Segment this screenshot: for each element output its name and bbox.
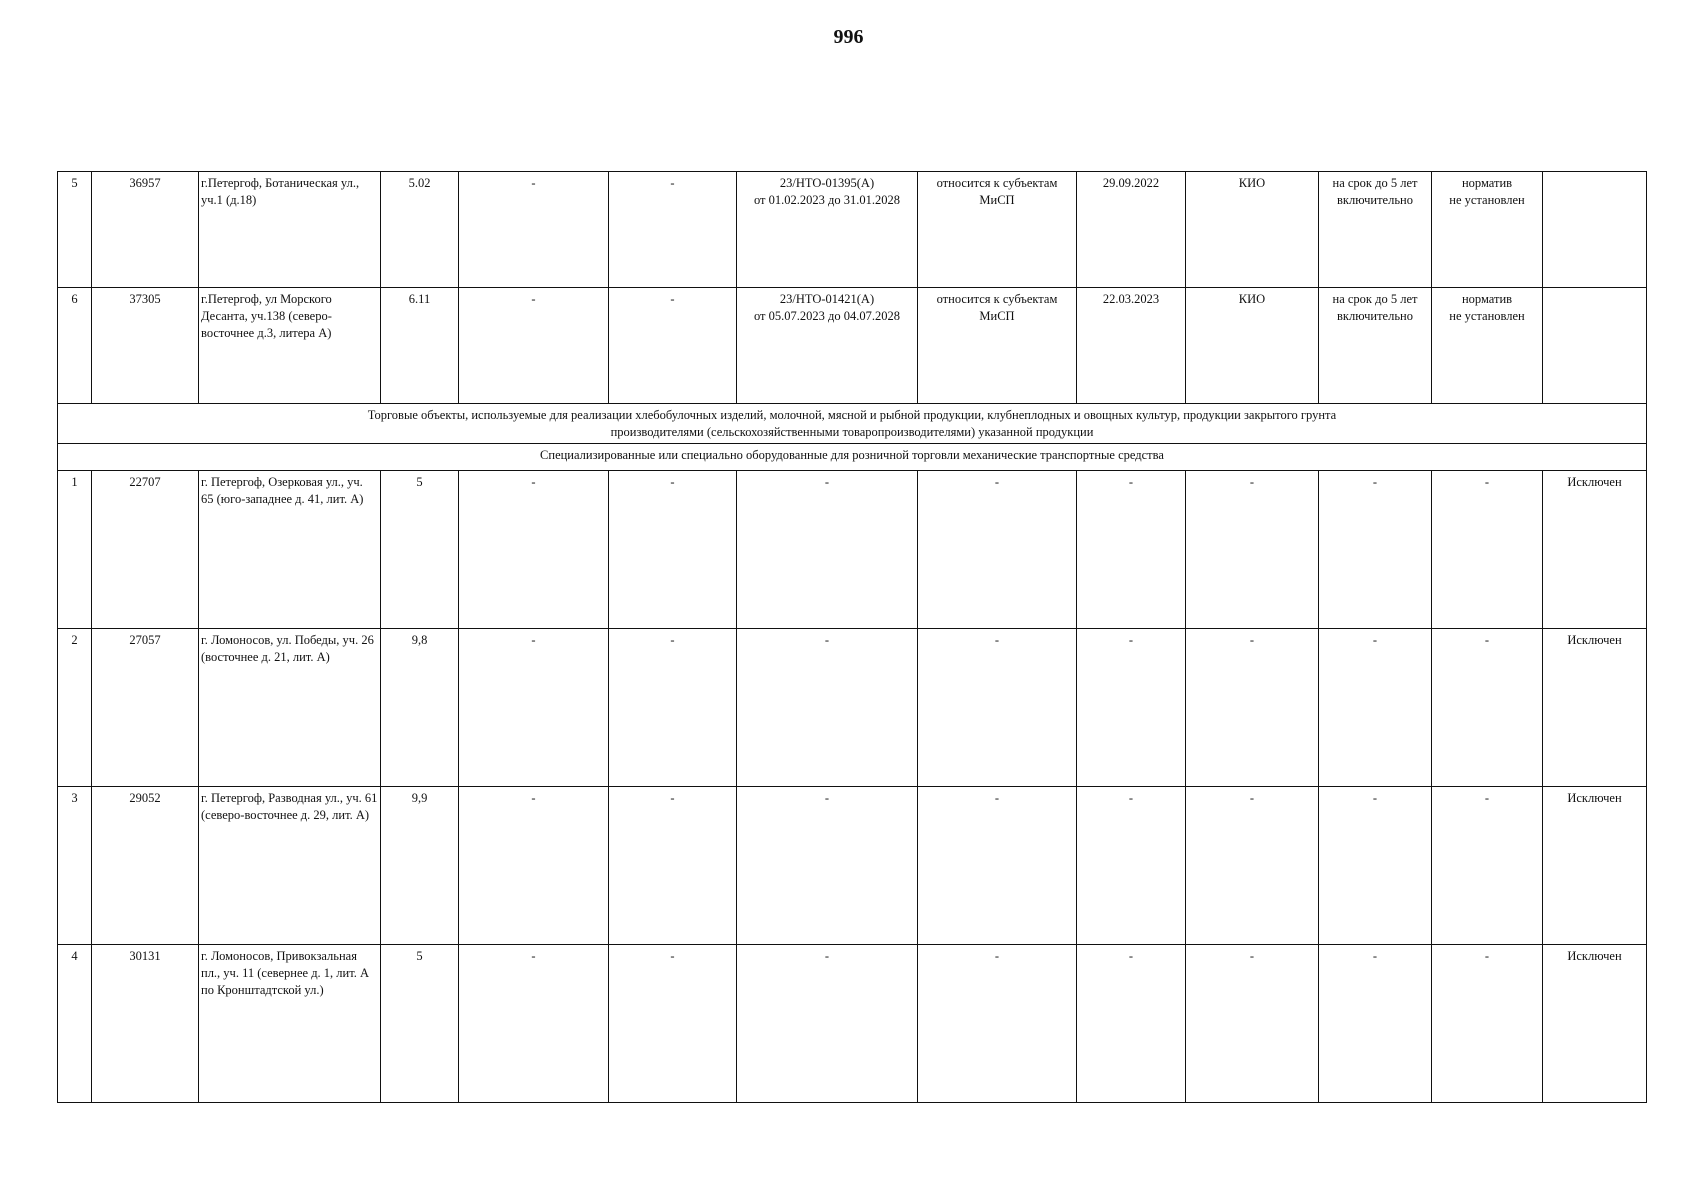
subsection-heading-row	[58, 443, 1647, 470]
table-row	[58, 288, 1647, 404]
dash-cell: -	[737, 470, 918, 628]
subject-cell	[918, 288, 1077, 404]
section-heading-row	[58, 404, 1647, 444]
object-id: 22707	[92, 470, 199, 628]
object-id: 27057	[92, 628, 199, 786]
norm-cell	[1432, 288, 1543, 404]
status-cell: Исключен	[1543, 786, 1647, 944]
term-text: на срок до 5 лет	[1332, 292, 1418, 306]
agreement-period: от 05.07.2023 до 04.07.2028	[753, 308, 901, 323]
area-cell: 9,9	[381, 786, 459, 944]
organization-cell: КИО	[1186, 288, 1319, 404]
row-number: 2	[58, 628, 92, 786]
note-cell	[1543, 288, 1647, 404]
dash-cell: -	[609, 786, 737, 944]
date-cell: 29.09.2022	[1077, 172, 1186, 288]
object-id: 37305	[92, 288, 199, 404]
norm-text: норматив	[1461, 176, 1513, 190]
term-cell	[1319, 288, 1432, 404]
dash-cell: -	[609, 944, 737, 1102]
area-cell: 6.11	[381, 288, 459, 404]
dash-cell: -	[609, 628, 737, 786]
subject-cell	[918, 172, 1077, 288]
row-number: 4	[58, 944, 92, 1102]
dash-cell: -	[1186, 628, 1319, 786]
area-cell: 5.02	[381, 172, 459, 288]
dash-cell: -	[609, 470, 737, 628]
address-cell: г. Петергоф, Разводная ул., уч. 61 (северо-восточнее д. 29, лит. А)	[199, 786, 381, 944]
dash-cell: -	[1186, 470, 1319, 628]
table-row	[58, 944, 1647, 1102]
table-row	[58, 172, 1647, 288]
dash-cell: -	[459, 172, 609, 288]
dash-cell: -	[1077, 470, 1186, 628]
page-number: 996	[833, 26, 864, 48]
dash-cell: -	[918, 470, 1077, 628]
dash-cell: -	[459, 944, 609, 1102]
norm-text: не установлен	[1449, 192, 1525, 207]
dash-cell: -	[1186, 786, 1319, 944]
agreement-period: от 01.02.2023 до 31.01.2028	[753, 192, 901, 207]
table-row	[58, 786, 1647, 944]
term-text: на срок до 5 лет	[1332, 176, 1418, 190]
subject-text: относится к субъектам	[936, 292, 1058, 306]
area-cell: 5	[381, 470, 459, 628]
dash-cell: -	[1077, 786, 1186, 944]
agreement-cell	[737, 288, 918, 404]
dash-cell: -	[1319, 470, 1432, 628]
status-cell: Исключен	[1543, 628, 1647, 786]
dash-cell: -	[918, 944, 1077, 1102]
address-cell: г. Ломоносов, ул. Победы, уч. 26 (восточнее д. 21, лит. А)	[199, 628, 381, 786]
dash-cell: -	[459, 470, 609, 628]
dash-cell: -	[1432, 944, 1543, 1102]
norm-text: не установлен	[1449, 308, 1525, 323]
table-row	[58, 628, 1647, 786]
organization-cell: КИО	[1186, 172, 1319, 288]
area-cell: 5	[381, 944, 459, 1102]
table-row	[58, 470, 1647, 628]
object-id: 29052	[92, 786, 199, 944]
address-cell: г.Петергоф, ул Морского Десанта, уч.138 (северо-восточнее д.3, литера А)	[199, 288, 381, 404]
status-cell: Исключен	[1543, 470, 1647, 628]
dash-cell: -	[1319, 628, 1432, 786]
subject-text: МиСП	[979, 192, 1015, 207]
status-cell: Исключен	[1543, 944, 1647, 1102]
section-heading-line: Торговые объекты, используемые для реализации хлебобулочных изделий, молочной, мясной и рыбной продукции, клубнеплодных и овощных культур, продукции закрытого грунта	[367, 408, 1337, 422]
dash-cell: -	[1432, 470, 1543, 628]
section-heading-line: производителями (сельскохозяйственными товаропроизводителями) указанной продукции	[610, 424, 1094, 439]
dash-cell: -	[459, 628, 609, 786]
address-cell: г.Петергоф, Ботаническая ул., уч.1 (д.18)	[199, 172, 381, 288]
dash-cell: -	[1432, 628, 1543, 786]
area-cell: 9,8	[381, 628, 459, 786]
term-text: включительно	[1337, 308, 1413, 323]
dash-cell: -	[609, 288, 737, 404]
dash-cell: -	[1319, 786, 1432, 944]
dash-cell: -	[1077, 628, 1186, 786]
dash-cell: -	[1432, 786, 1543, 944]
address-cell: г. Ломоносов, Привокзальная пл., уч. 11 (севернее д. 1, лит. А по Кронштадтской ул.)	[199, 944, 381, 1102]
note-cell	[1543, 172, 1647, 288]
section-heading	[58, 404, 1647, 444]
row-number: 6	[58, 288, 92, 404]
dash-cell: -	[609, 172, 737, 288]
subsection-heading: Специализированные или специально оборудованные для розничной торговли механические транспортные средства	[58, 443, 1647, 470]
term-text: включительно	[1337, 192, 1413, 207]
dash-cell: -	[1186, 944, 1319, 1102]
agreement-number: 23/НТО-01395(А)	[779, 176, 875, 190]
norm-cell	[1432, 172, 1543, 288]
row-number: 1	[58, 470, 92, 628]
row-number: 5	[58, 172, 92, 288]
dash-cell: -	[918, 786, 1077, 944]
date-cell: 22.03.2023	[1077, 288, 1186, 404]
address-cell: г. Петергоф, Озерковая ул., уч. 65 (юго-западнее д. 41, лит. А)	[199, 470, 381, 628]
term-cell	[1319, 172, 1432, 288]
subject-text: относится к субъектам	[936, 176, 1058, 190]
object-id: 30131	[92, 944, 199, 1102]
dash-cell: -	[918, 628, 1077, 786]
dash-cell: -	[1319, 944, 1432, 1102]
subject-text: МиСП	[979, 308, 1015, 323]
agreement-cell	[737, 172, 918, 288]
dash-cell: -	[737, 786, 918, 944]
object-id: 36957	[92, 172, 199, 288]
agreement-number: 23/НТО-01421(А)	[779, 292, 875, 306]
registry-table	[57, 171, 1647, 1103]
row-number: 3	[58, 786, 92, 944]
dash-cell: -	[1077, 944, 1186, 1102]
dash-cell: -	[459, 288, 609, 404]
dash-cell: -	[737, 944, 918, 1102]
norm-text: норматив	[1461, 292, 1513, 306]
dash-cell: -	[737, 628, 918, 786]
dash-cell: -	[459, 786, 609, 944]
